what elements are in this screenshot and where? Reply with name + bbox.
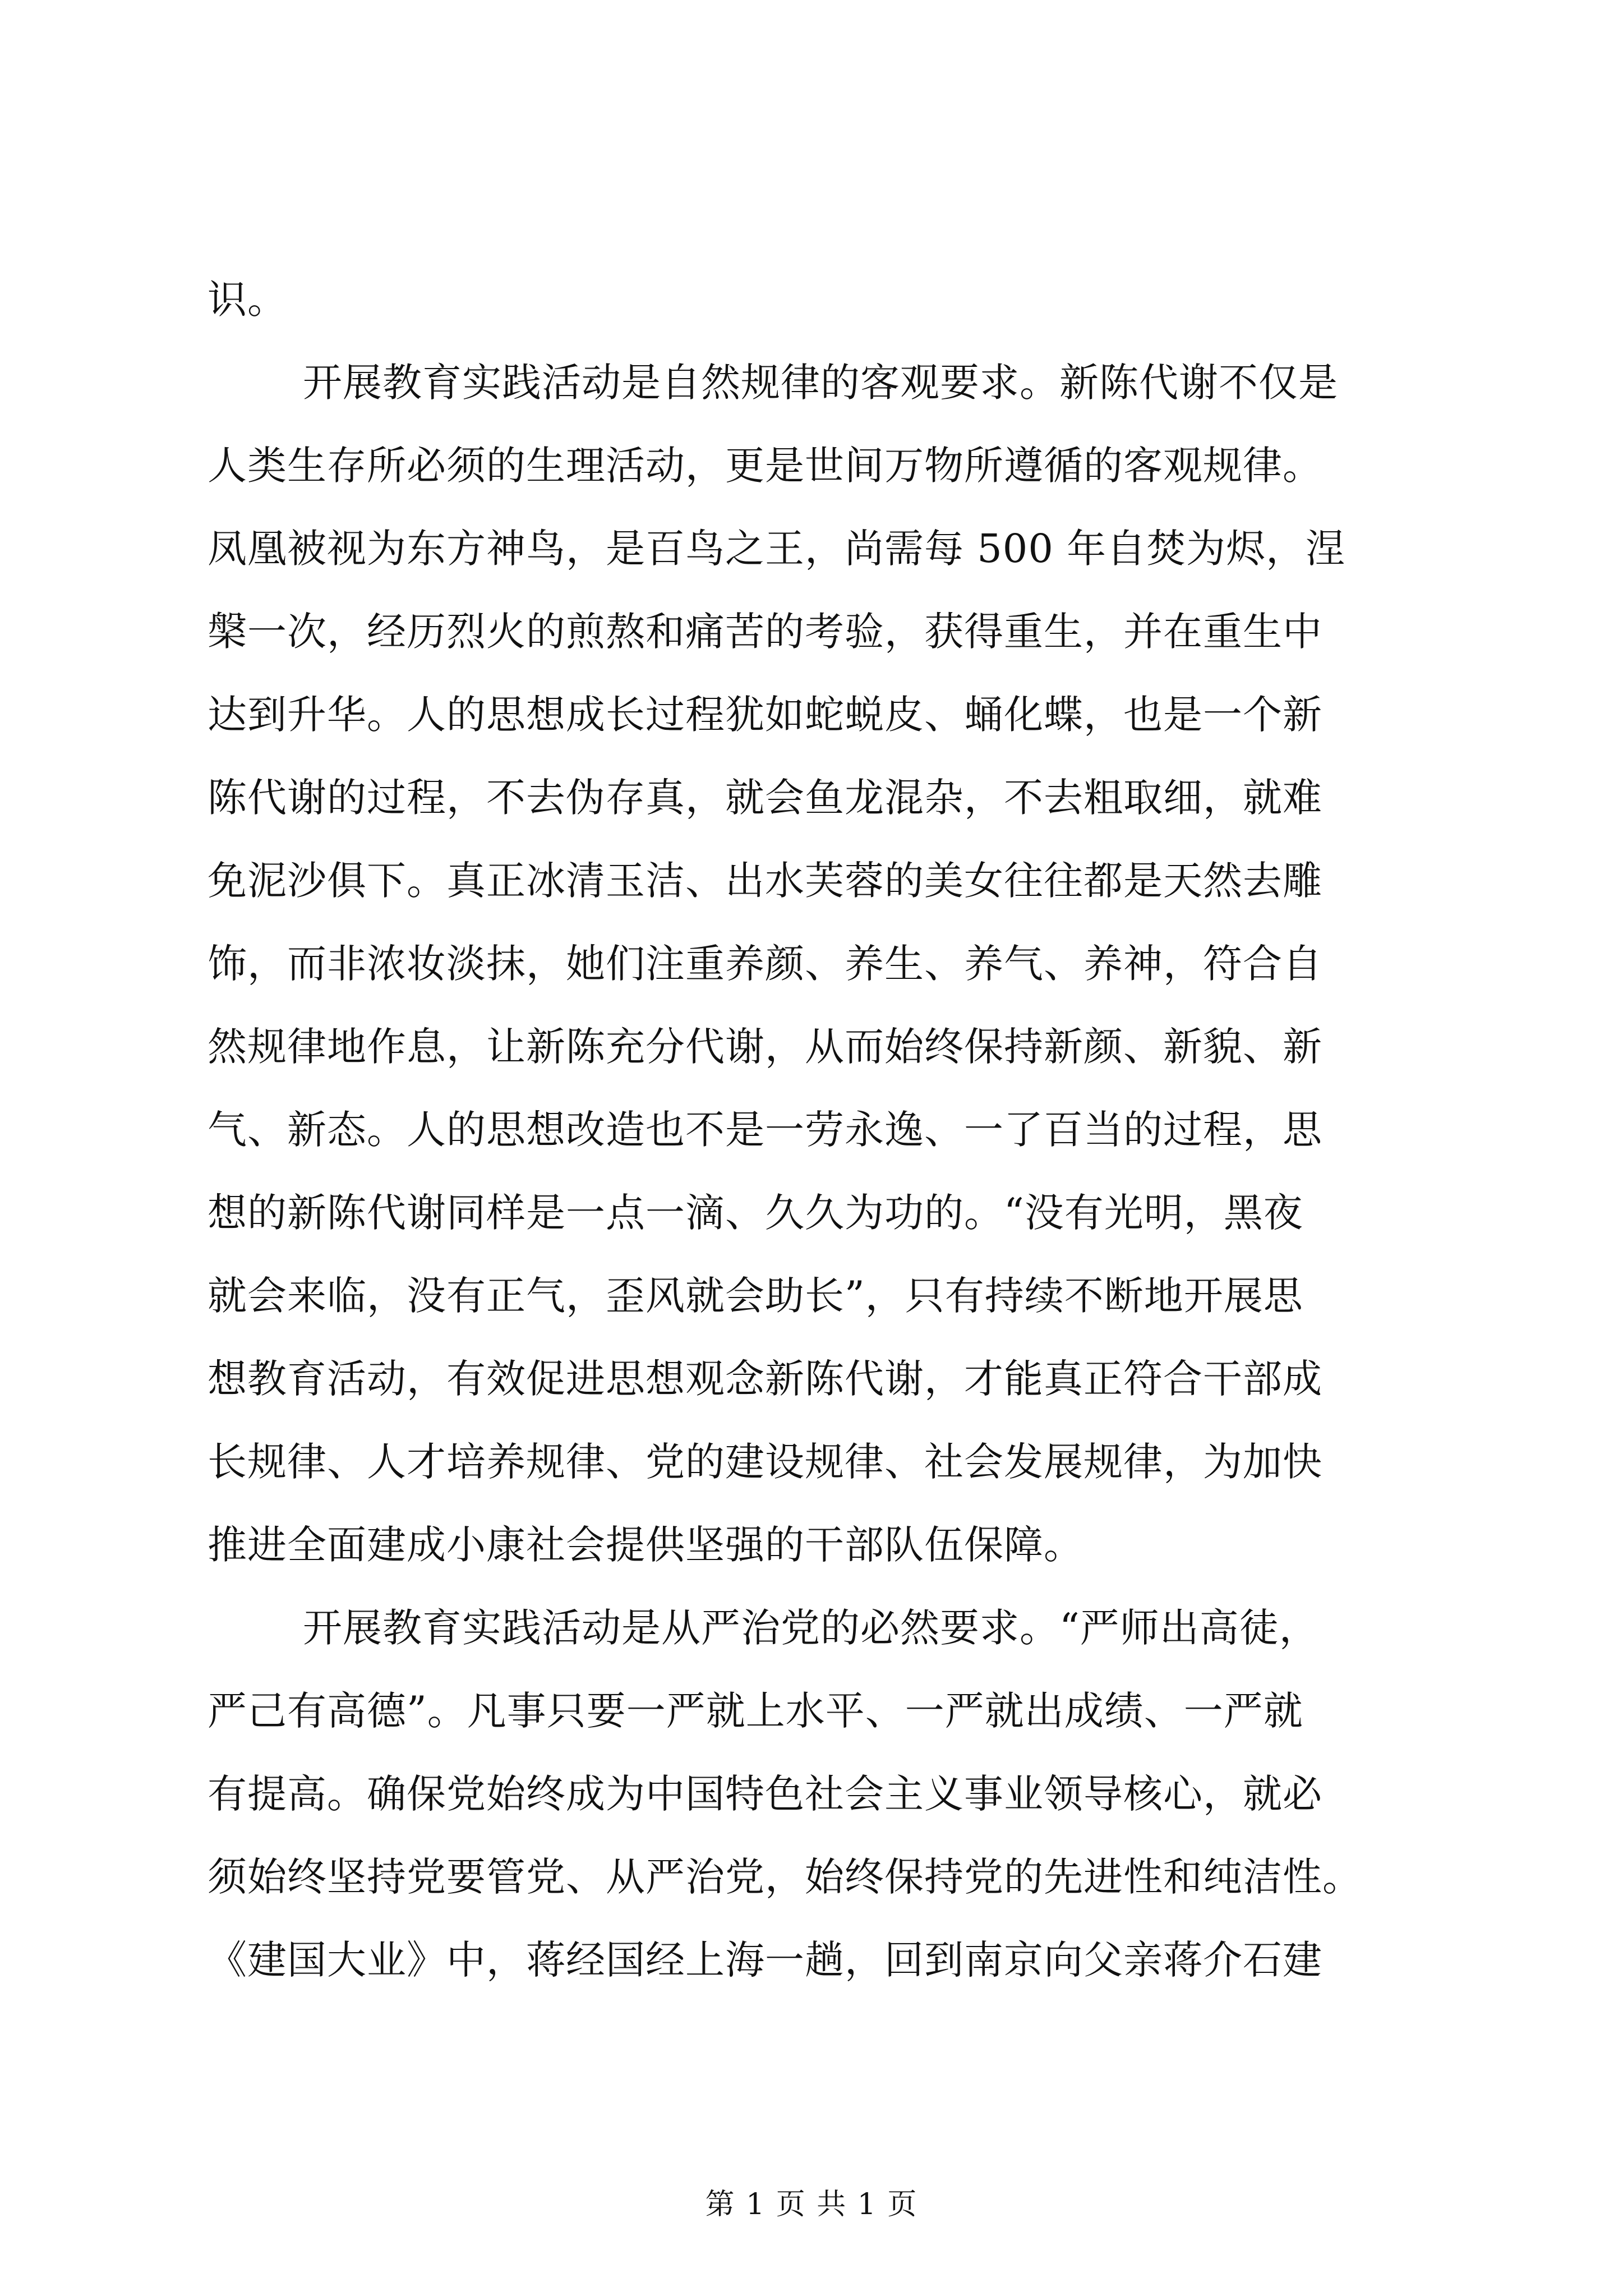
text-line: 须始终坚持党要管党、从严治党，始终保持党的先进性和纯洁性。 xyxy=(208,1854,1362,1900)
text-line: 想的新陈代谢同样是一点一滴、久久为功的。“没有光明，黑夜 xyxy=(208,1190,1303,1236)
text-line: 人类生存所必须的生理活动，更是世间万物所遵循的客观规律。 xyxy=(208,443,1322,489)
text-line: 陈代谢的过程，不去伪存真，就会鱼龙混杂，不去粗取细，就难 xyxy=(208,775,1322,821)
text-line: 想教育活动，有效促进思想观念新陈代谢，才能真正符合干部成 xyxy=(208,1356,1322,1402)
text-line: 就会来临，没有正气，歪风就会助长”，只有持续不断地开展思 xyxy=(208,1273,1303,1319)
text-line: 饰，而非浓妆淡抹，她们注重养颜、养生、养气、养神，符合自 xyxy=(208,941,1322,987)
text-line: 有提高。确保党始终成为中国特色社会主义事业领导核心，就必 xyxy=(208,1771,1322,1817)
text-line: 达到升华。人的思想成长过程犹如蛇蜕皮、蛹化蝶，也是一个新 xyxy=(208,692,1322,738)
page-footer: 第 1 页 共 1 页 xyxy=(705,2188,918,2221)
text-line: 长规律、人才培养规律、党的建设规律、社会发展规律，为加快 xyxy=(208,1439,1322,1485)
text-line: 槃一次，经历烈火的煎熬和痛苦的考验，获得重生，并在重生中 xyxy=(208,609,1322,655)
text-line: 《建国大业》中，蒋经国经上海一趟，回到南京向父亲蒋介石建 xyxy=(208,1937,1322,1983)
body-text xyxy=(208,258,1413,2001)
text-line: 识。 xyxy=(208,277,287,323)
text-line: 然规律地作息，让新陈充分代谢，从而始终保持新颜、新貌、新 xyxy=(208,1024,1322,1070)
paragraph-first-line: 开展教育实践活动是自然规律的客观要求。新陈代谢不仅是 xyxy=(303,360,1338,406)
text-line: 推进全面建成小康社会提供坚强的干部队伍保障。 xyxy=(208,1522,1083,1568)
text-line: 严己有高德”。凡事只要一严就上水平、一严就出成绩、一严就 xyxy=(208,1688,1303,1734)
text-line: 免泥沙俱下。真正冰清玉洁、出水芙蓉的美女往往都是天然去雕 xyxy=(208,858,1322,904)
text-line: 凤凰被视为东方神鸟，是百鸟之王，尚需每 500 年自焚为烬，涅 xyxy=(208,526,1346,572)
text-line: 气、新态。人的思想改造也不是一劳永逸、一了百当的过程，思 xyxy=(208,1107,1322,1153)
paragraph-first-line: 开展教育实践活动是从严治党的必然要求。“严师出高徒， xyxy=(303,1605,1319,1651)
